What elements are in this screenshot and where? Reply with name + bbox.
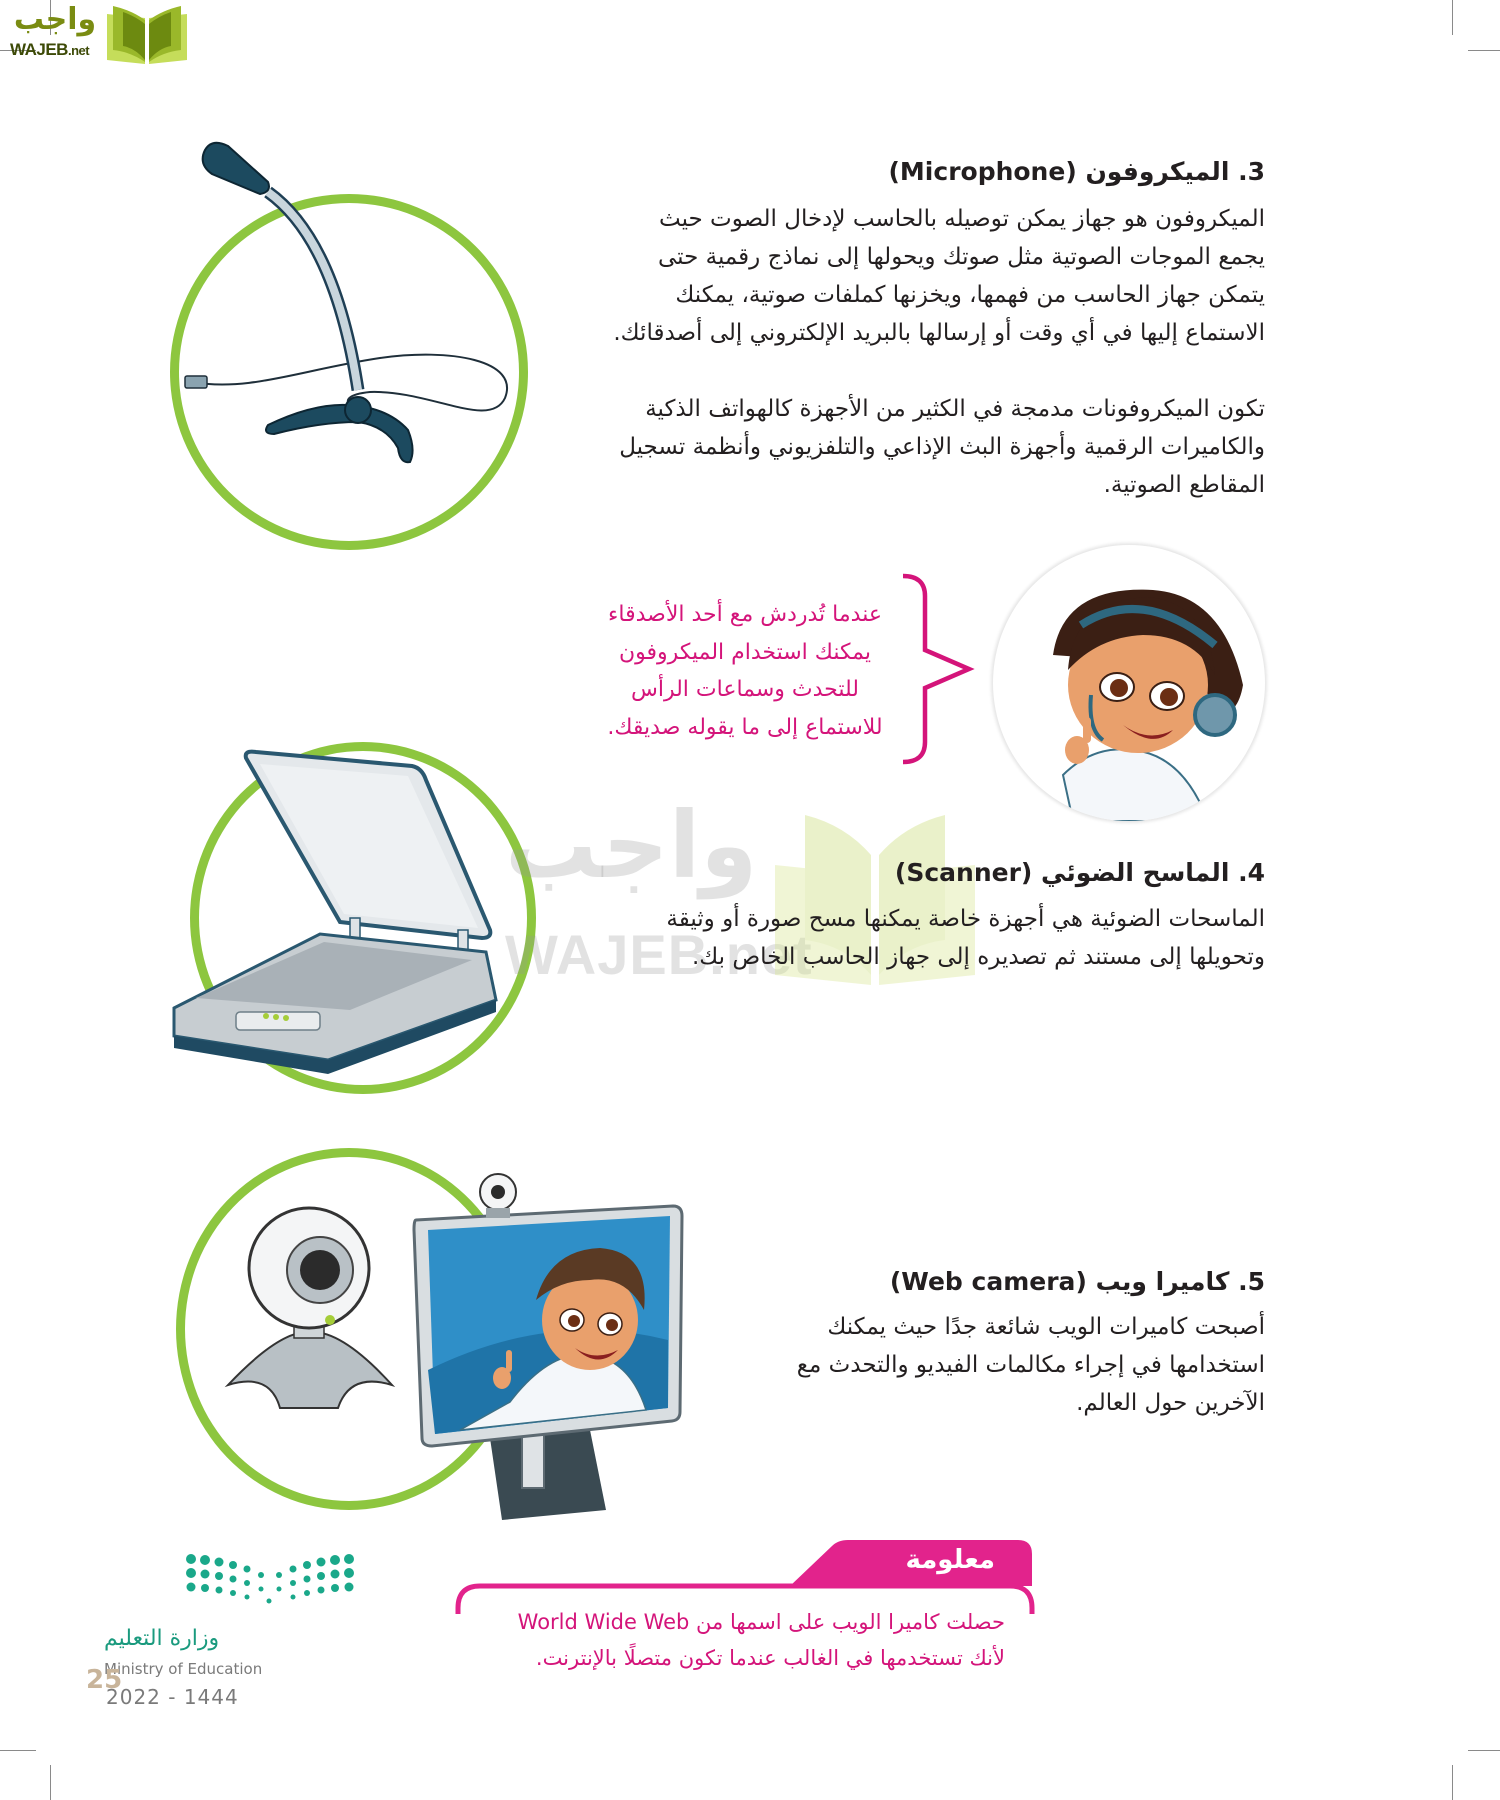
text-line: المقاطع الصوتية.	[1103, 472, 1265, 498]
microphone-paragraph-2	[585, 390, 1265, 504]
section-heading-webcam: 5. كاميرا ويب (Web camera)	[889, 1267, 1265, 1296]
crop-mark	[1468, 50, 1500, 51]
scanner-paragraph	[585, 900, 1265, 976]
text-line: وتحويلها إلى مستند ثم تصديره إلى جهاز الحاسب الخاص بك.	[691, 944, 1265, 970]
info-box-text	[445, 1604, 1005, 1676]
text-line: الماسحات الضوئية هي أجهزة خاصة يمكنها مسح صورة أو وثيقة	[666, 906, 1265, 932]
wajeb-logo[interactable]	[0, 0, 200, 70]
watermark-latin: WAJEB.net	[505, 923, 813, 986]
text-line: يجمع الموجات الصوتية مثل صوتك ويحولها إلى نماذج رقمية حتى	[657, 244, 1265, 270]
text-line: يتمكن جهاز الحاسب من فهمها، ويخزنها كملفات صوتية، يمكنك	[675, 282, 1265, 308]
speech-bracket-icon	[895, 572, 975, 767]
text-line: الاستماع إليها في أي وقت أو إرسالها بالبريد الإلكتروني إلى أصدقائك.	[613, 320, 1265, 346]
character-girl-headset	[993, 545, 1265, 821]
crop-mark	[1452, 0, 1453, 35]
text-line: استخدامها في إجراء مكالمات الفيديو والتحدث مع	[796, 1352, 1265, 1378]
ministry-name-english: Ministry of Education	[104, 1660, 263, 1678]
text-line: الآخرين حول العالم.	[1076, 1390, 1265, 1416]
crop-mark	[50, 1765, 51, 1800]
text-line: يمكنك استخدام الميكروفون	[619, 639, 871, 665]
text-line: حصلت كاميرا الويب على اسمها من World Wide Web	[517, 1610, 1005, 1634]
webcam-illustration	[170, 1140, 750, 1540]
text-line: للاستماع إلى ما يقوله صديقك.	[607, 714, 883, 740]
crop-mark	[1468, 1750, 1500, 1751]
webcam-paragraph	[765, 1308, 1265, 1422]
text-line: والكاميرات الرقمية وأجهزة البث الإذاعي والتلفزيوني وأنظمة تسجيل	[619, 434, 1265, 460]
ministry-name-arabic: وزارة التعليم	[104, 1626, 220, 1651]
scanner-illustration	[160, 740, 560, 1100]
tip-bubble-text	[590, 596, 900, 746]
page-number: 25	[86, 1665, 123, 1695]
text-line: الميكروفون هو جهاز يمكن توصيله بالحاسب لإدخال الصوت حيث	[659, 206, 1265, 232]
microphone-paragraph-1	[585, 200, 1265, 352]
text-line: لأنك تستخدمها في الغالب عندما تكون متصلًا بالإنترنت.	[535, 1646, 1005, 1670]
text-line: عندما تُدردش مع أحد الأصدقاء	[608, 602, 882, 627]
section-heading-scanner: 4. الماسح الضوئي (Scanner)	[894, 858, 1265, 887]
ministry-logo-dots-icon	[185, 1553, 355, 1613]
info-box-title: معلومة	[905, 1545, 995, 1575]
crop-mark	[1452, 1765, 1453, 1800]
watermark-arabic: واجب	[505, 792, 758, 899]
edition-year: 2022 - 1444	[106, 1685, 239, 1709]
text-line: أصبحت كاميرات الويب شائعة جدًا حيث يمكنك	[827, 1314, 1265, 1340]
logo-latin-text: WAJEB.net	[10, 40, 90, 59]
section-heading-microphone: 3. الميكروفون (Microphone)	[888, 157, 1265, 186]
text-line: تكون الميكروفونات مدمجة في الكثير من الأجهزة كالهواتف الذكية	[645, 396, 1265, 422]
crop-mark	[0, 1750, 36, 1751]
text-line: للتحدث وسماعات الرأس	[630, 677, 859, 702]
logo-arabic-text: واجب	[13, 2, 97, 37]
microphone-illustration	[150, 130, 550, 550]
open-book-icon	[105, 4, 189, 66]
